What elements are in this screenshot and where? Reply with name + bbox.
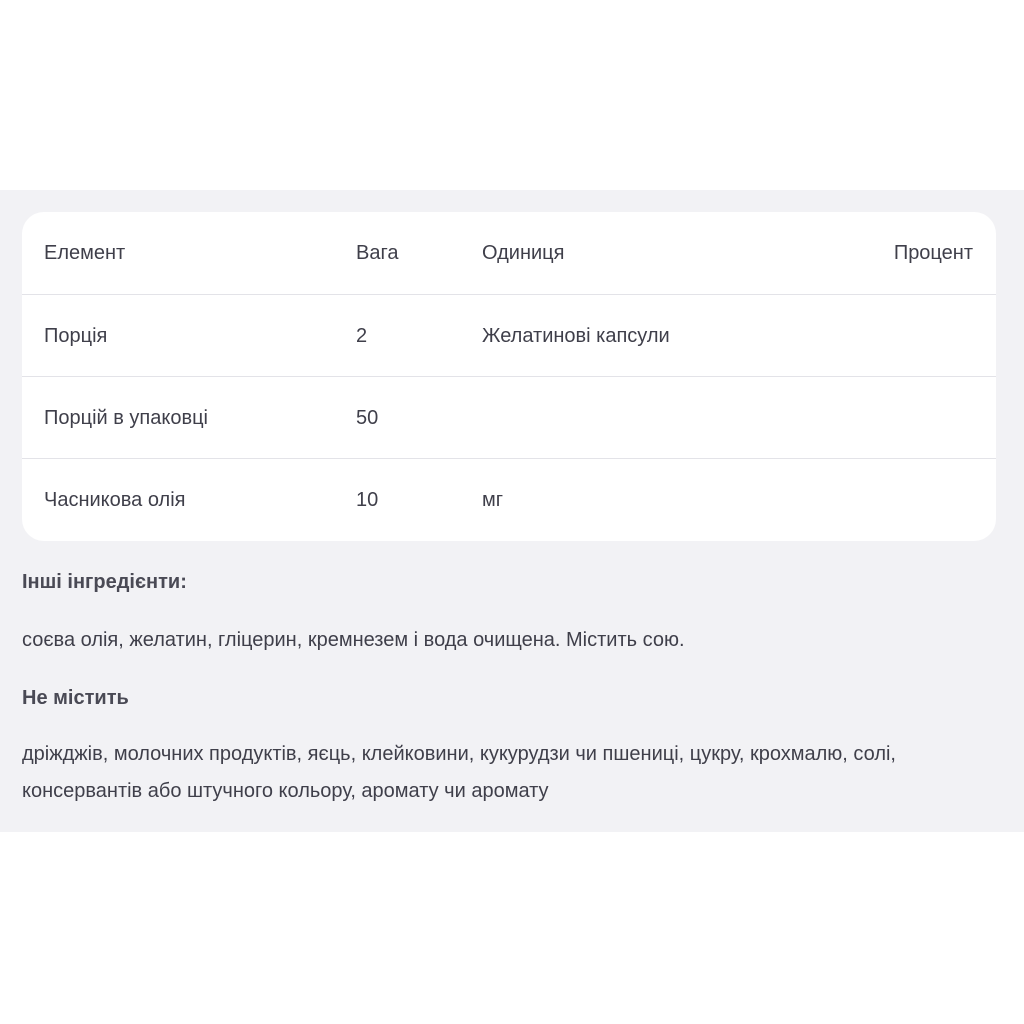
supplement-facts-section — [0, 190, 1024, 832]
other-ingredients-text: соєва олія, желатин, гліцерин, кремнезем і вода очищена. Містить сою. — [22, 629, 685, 651]
table-header-row — [22, 212, 996, 294]
other-ingredients-heading: Інші інгредієнти: — [22, 571, 187, 593]
table-row — [22, 376, 996, 459]
row-element: Порцій в упаковці — [44, 407, 209, 429]
table-row — [22, 294, 996, 377]
free-from-heading: Не містить — [22, 687, 129, 709]
row-unit: мг — [482, 489, 504, 511]
row-unit: Желатинові капсули — [482, 325, 670, 347]
column-header-unit: Одиниця — [482, 242, 565, 264]
row-element: Часникова олія — [44, 489, 186, 511]
supplement-facts-table — [22, 212, 996, 541]
row-weight: 2 — [356, 325, 368, 347]
row-weight: 10 — [356, 489, 379, 511]
row-weight: 50 — [356, 407, 379, 429]
column-header-weight: Вага — [356, 242, 399, 264]
column-header-element: Елемент — [44, 242, 126, 264]
table-row — [22, 458, 996, 541]
free-from-text: дріжджів, молочних продуктів, яєць, клейковини, кукурудзи чи пшениці, цукру, крохмалю, солі, консервантів або штучного кольору, аромату чи аромату — [22, 743, 896, 802]
row-element: Порція — [44, 325, 108, 347]
column-header-percent: Процент — [893, 242, 973, 264]
